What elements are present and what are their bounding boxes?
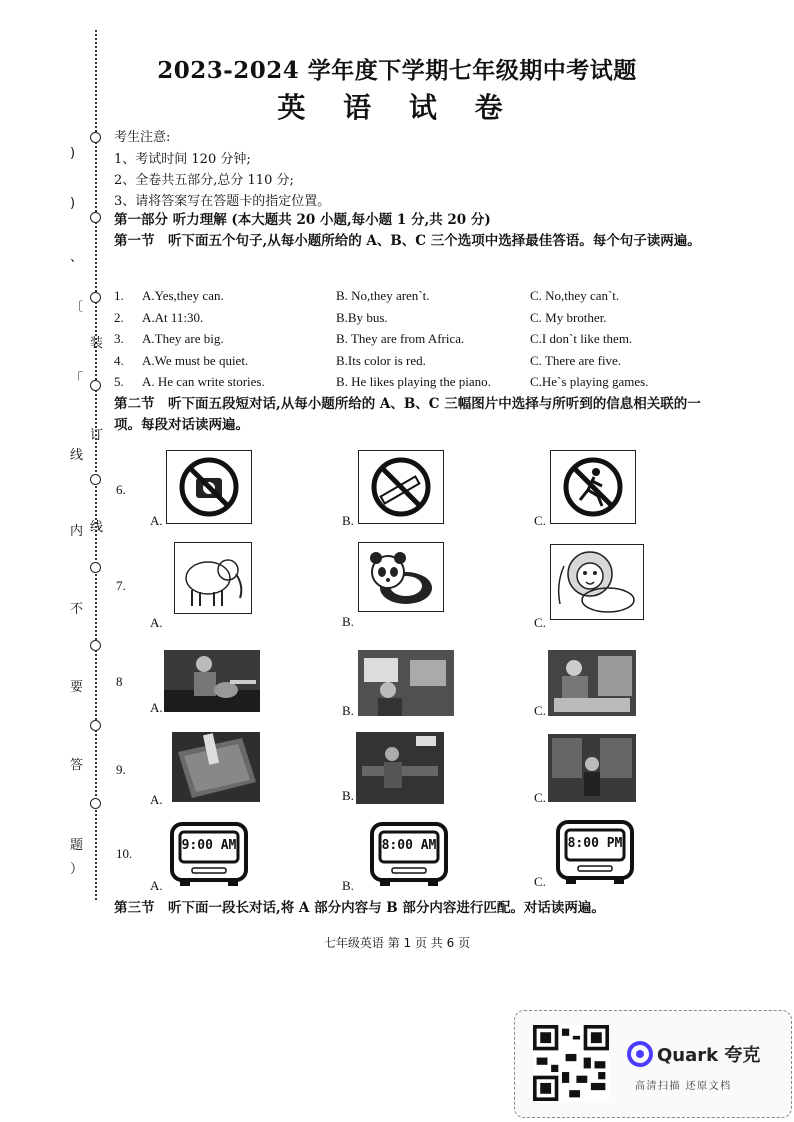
question-number: 10. (116, 846, 133, 861)
exam-subtitle: 英 语 试 卷 (277, 91, 517, 124)
binding-char: 题 (70, 838, 84, 853)
question-number: 5. (114, 374, 124, 389)
binding-hole (90, 132, 101, 143)
option-label: B. (342, 878, 354, 893)
exam-title: 2023-2024 学年度下学期七年级期中考试题 (157, 57, 637, 84)
binding-hole (90, 292, 101, 303)
binding-char: 「 (70, 372, 84, 387)
binding-char: ) (70, 196, 76, 211)
option-label: A. (150, 700, 163, 715)
binding-hole (90, 380, 101, 391)
clock-time: 8:00 AM (381, 838, 437, 853)
alarm-clock-icon (366, 820, 452, 890)
panda-icon (358, 542, 444, 612)
no-camera-icon (166, 450, 252, 524)
binding-hole (90, 212, 101, 223)
question-number: 7. (116, 578, 126, 593)
shop-photo (548, 650, 636, 716)
option-a: A.We must be quiet. (142, 353, 249, 368)
option-label: A. (150, 615, 163, 630)
question-number: 9. (116, 762, 126, 777)
option-label: C. (534, 615, 546, 630)
no-smoking-icon (358, 450, 444, 524)
binding-hole (90, 474, 101, 485)
option-b: B. They are from Africa. (336, 331, 465, 346)
quark-watermark (514, 1010, 792, 1118)
option-a: A. He can write stories. (142, 374, 265, 389)
option-label: B. (342, 513, 354, 528)
elephant-icon (174, 542, 252, 614)
binding-char: 、 (70, 250, 84, 265)
option-c: C.I don`t like them. (530, 331, 633, 346)
option-b: B.By bus. (336, 310, 388, 325)
clock-time: 9:00 AM (181, 838, 237, 853)
question-number: 4. (114, 353, 124, 368)
option-label: B. (342, 703, 354, 718)
quark-tagline: 高清扫描 还原文档 (635, 1081, 732, 1092)
option-label: A. (150, 792, 163, 807)
computer-user-photo (358, 650, 454, 716)
binding-line (95, 30, 97, 900)
option-label: B. (342, 614, 354, 629)
page-footer: 七年级英语 第 1 页 共 6 页 (323, 936, 471, 950)
option-a: A.At 11:30. (142, 310, 204, 325)
qr-code-icon (533, 1025, 609, 1101)
option-a: A.They are big. (142, 331, 224, 346)
option-c: C. There are five. (530, 353, 622, 368)
library-photo (548, 734, 636, 802)
binding-char: 内 (70, 524, 84, 539)
option-label: A. (150, 513, 163, 528)
question-number: 3. (114, 331, 124, 346)
option-a: A.Yes,they can. (142, 288, 224, 303)
binding-char: ) (70, 146, 76, 161)
binding-char: ） (70, 862, 84, 877)
keyboard-photo (172, 732, 260, 802)
notes-item: 3、请将答案写在答题卡的指定位置。 (114, 194, 331, 209)
alarm-clock-icon (166, 820, 252, 890)
notes-header: 考生注意: (114, 130, 171, 145)
notes-item: 1、考试时间 120 分钟; (114, 152, 251, 167)
binding-char: 〔 (70, 300, 84, 315)
option-c: C. My brother. (530, 310, 607, 325)
option-b: B. No,they aren`t. (336, 288, 430, 303)
alarm-clock-icon (552, 818, 638, 888)
quark-logo-icon (627, 1041, 653, 1067)
binding-char: 要 (70, 680, 84, 695)
section3-instructions: 第三节 听下面一段长对话,将 A 部分内容与 B 部分内容进行匹配。对话读两遍。 (114, 900, 605, 916)
option-label: A. (150, 878, 163, 893)
option-c: C.He`s playing games. (530, 374, 649, 389)
option-label: C. (534, 874, 546, 889)
binding-hole (90, 720, 101, 731)
notes-item: 2、全卷共五部分,总分 110 分; (114, 173, 294, 188)
binding-hole (90, 798, 101, 809)
question-number: 8 (116, 674, 123, 689)
option-label: C. (534, 513, 546, 528)
binding-char: 不 (70, 602, 84, 617)
question-number: 2. (114, 310, 124, 325)
question-number: 1. (114, 288, 124, 303)
option-c: C. No,they can`t. (530, 288, 620, 303)
binding-char: 线 (70, 448, 84, 463)
binding-char: 答 (70, 758, 84, 773)
option-label: C. (534, 790, 546, 805)
question-number: 6. (116, 482, 126, 497)
classroom-photo (356, 732, 444, 804)
lion-icon (550, 544, 644, 620)
binding-hole (90, 562, 101, 573)
binding-char: 线 (90, 520, 104, 535)
section2-instructions: 第二节 听下面五段短对话,从每小题所给的 A、B、C 三幅图片中选择与所听到的信息相关联的一项。每段对话读两遍。 (114, 396, 701, 433)
section1-instructions: 第一节 听下面五个句子,从每小题所给的 A、B、C 三个选项中选择最佳答语。每个句子读两遍。 (114, 233, 701, 249)
no-running-icon (550, 450, 636, 524)
binding-char: 订 (90, 428, 104, 443)
guitar-player-photo (164, 650, 260, 712)
clock-time: 8:00 PM (567, 836, 623, 851)
binding-char: 装 (90, 336, 104, 351)
binding-hole (90, 640, 101, 651)
option-label: C. (534, 703, 546, 718)
part1-title: 第一部分 听力理解 (本大题共 20 小题,每小题 1 分,共 20 分) (114, 212, 491, 228)
option-b: B. He likes playing the piano. (336, 374, 491, 389)
option-b: B.Its color is red. (336, 353, 426, 368)
option-label: B. (342, 788, 354, 803)
quark-brand: Quark 夸克 (657, 1045, 761, 1066)
